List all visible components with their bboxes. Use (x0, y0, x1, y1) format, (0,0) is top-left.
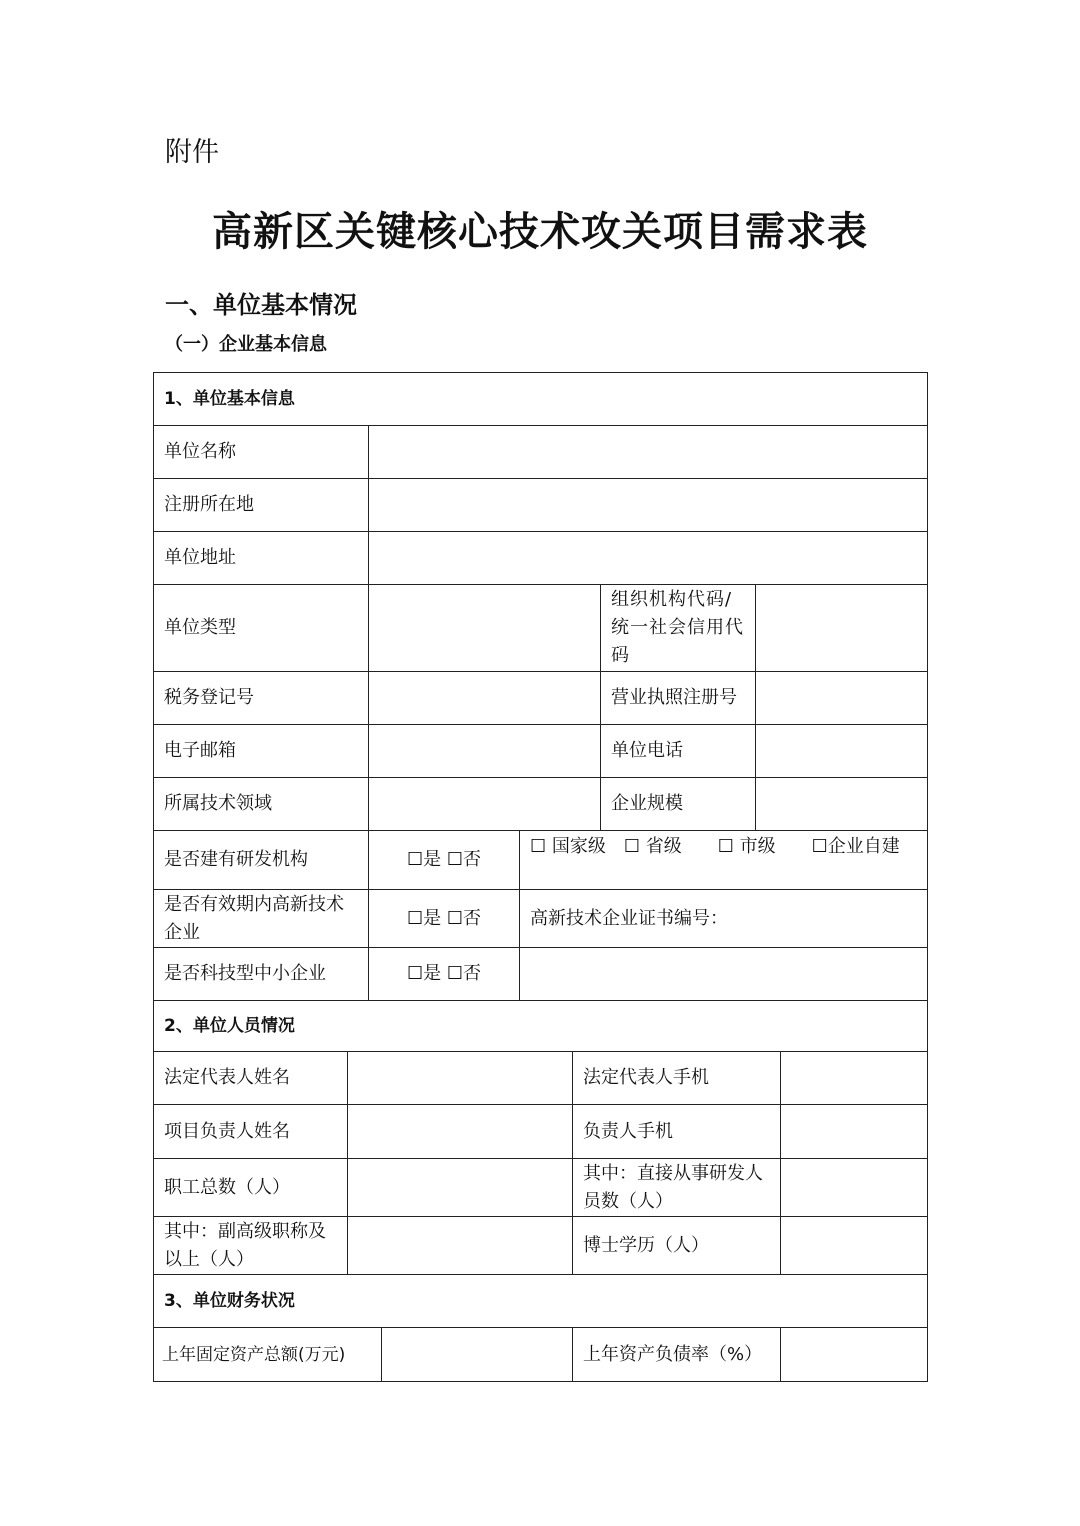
field-legal-rep-phone[interactable] (781, 1052, 927, 1104)
label-has-rd-institution: 是否建有研发机构 (154, 831, 369, 889)
label-senior-title: 其中：副高级职称及以上（人） (154, 1217, 348, 1274)
form-section-1-title: 1、单位基本信息 (164, 389, 295, 409)
checkbox-rd-levels[interactable]: ☐ 国家级 ☐ 省级 ☐ 市级 ☐企业自建 (530, 836, 900, 857)
field-tech-field[interactable] (369, 778, 601, 830)
row-email (153, 725, 928, 778)
label-rd-staff: 其中：直接从事研发人员数（人） (573, 1159, 781, 1216)
row-legal-rep (153, 1052, 928, 1105)
row-tech-sme (153, 948, 928, 1001)
field-registered-location[interactable] (369, 479, 927, 531)
field-legal-rep-name[interactable] (348, 1052, 573, 1104)
form-section-2-row (153, 1001, 928, 1052)
row-high-tech (153, 890, 928, 948)
row-rd-institution (153, 831, 928, 890)
field-tax-reg-no[interactable] (369, 672, 601, 724)
checkbox-high-tech-yes-no[interactable]: ☐是 ☐否 (369, 890, 520, 947)
checkbox-tech-sme-yes-no[interactable]: ☐是 ☐否 (369, 948, 520, 1000)
row-tech-field (153, 778, 928, 831)
label-unit-name: 单位名称 (154, 426, 369, 478)
field-email[interactable] (369, 725, 601, 777)
field-unit-address[interactable] (369, 532, 927, 584)
row-unit-name (153, 426, 928, 479)
form-section-3-title: 3、单位财务状况 (164, 1291, 295, 1311)
label-tech-field: 所属技术领域 (154, 778, 369, 830)
field-rd-staff[interactable] (781, 1159, 927, 1216)
label-legal-rep-name: 法定代表人姓名 (154, 1052, 348, 1104)
label-leader-phone: 负责人手机 (573, 1105, 781, 1158)
label-phd: 博士学历（人） (573, 1217, 781, 1274)
field-debt-ratio[interactable] (781, 1328, 927, 1381)
label-email: 电子邮箱 (154, 725, 369, 777)
label-project-leader-name: 项目负责人姓名 (154, 1105, 348, 1158)
field-senior-title[interactable] (348, 1217, 573, 1274)
form-section-1-row (153, 372, 928, 426)
field-fixed-assets[interactable] (382, 1328, 573, 1381)
document-title: 高新区关键核心技术攻关项目需求表 (212, 209, 868, 255)
row-project-leader (153, 1105, 928, 1159)
subsection-heading-enterprise-info: （一）企业基本信息 (165, 334, 327, 355)
field-unit-phone[interactable] (756, 725, 927, 777)
field-project-leader-name[interactable] (348, 1105, 573, 1158)
field-tech-sme-extra[interactable] (520, 948, 927, 1000)
label-total-staff: 职工总数（人） (154, 1159, 348, 1216)
field-unit-type[interactable] (369, 585, 601, 671)
label-fixed-assets: 上年固定资产总额(万元) (154, 1328, 382, 1381)
label-unit-address: 单位地址 (154, 532, 369, 584)
field-enterprise-scale[interactable] (756, 778, 927, 830)
row-tax-reg (153, 672, 928, 725)
label-license-reg-no: 营业执照注册号 (601, 672, 756, 724)
label-unit-type: 单位类型 (154, 585, 369, 671)
requirement-form (153, 372, 928, 1382)
label-unit-phone: 单位电话 (601, 725, 756, 777)
field-unit-name[interactable] (369, 426, 927, 478)
label-debt-ratio: 上年资产负债率（%） (573, 1328, 781, 1381)
section-heading-basic-info: 一、单位基本情况 (165, 291, 357, 319)
field-license-reg-no[interactable] (756, 672, 927, 724)
label-enterprise-scale: 企业规模 (601, 778, 756, 830)
form-section-2-title: 2、单位人员情况 (164, 1016, 295, 1036)
row-registered-location (153, 479, 928, 532)
row-senior-title (153, 1217, 928, 1275)
label-is-tech-sme: 是否科技型中小企业 (154, 948, 369, 1000)
field-total-staff[interactable] (348, 1159, 573, 1216)
label-high-tech-cert-no: 高新技术企业证书编号： (530, 907, 728, 929)
label-tax-reg-no: 税务登记号 (154, 672, 369, 724)
field-org-code[interactable] (756, 585, 927, 671)
label-org-code: 组织机构代码/统一社会信用代码 (601, 585, 756, 671)
field-phd[interactable] (781, 1217, 927, 1274)
row-unit-address (153, 532, 928, 585)
row-staff (153, 1159, 928, 1217)
field-leader-phone[interactable] (781, 1105, 927, 1158)
checkbox-rd-institution-yes-no[interactable]: ☐是 ☐否 (369, 831, 520, 889)
label-legal-rep-phone: 法定代表人手机 (573, 1052, 781, 1104)
label-is-high-tech: 是否有效期内高新技术企业 (154, 890, 369, 947)
row-unit-type (153, 585, 928, 672)
attachment-label: 附件 (165, 137, 219, 168)
row-finance (153, 1328, 928, 1382)
form-section-3-row (153, 1275, 928, 1328)
label-registered-location: 注册所在地 (154, 479, 369, 531)
